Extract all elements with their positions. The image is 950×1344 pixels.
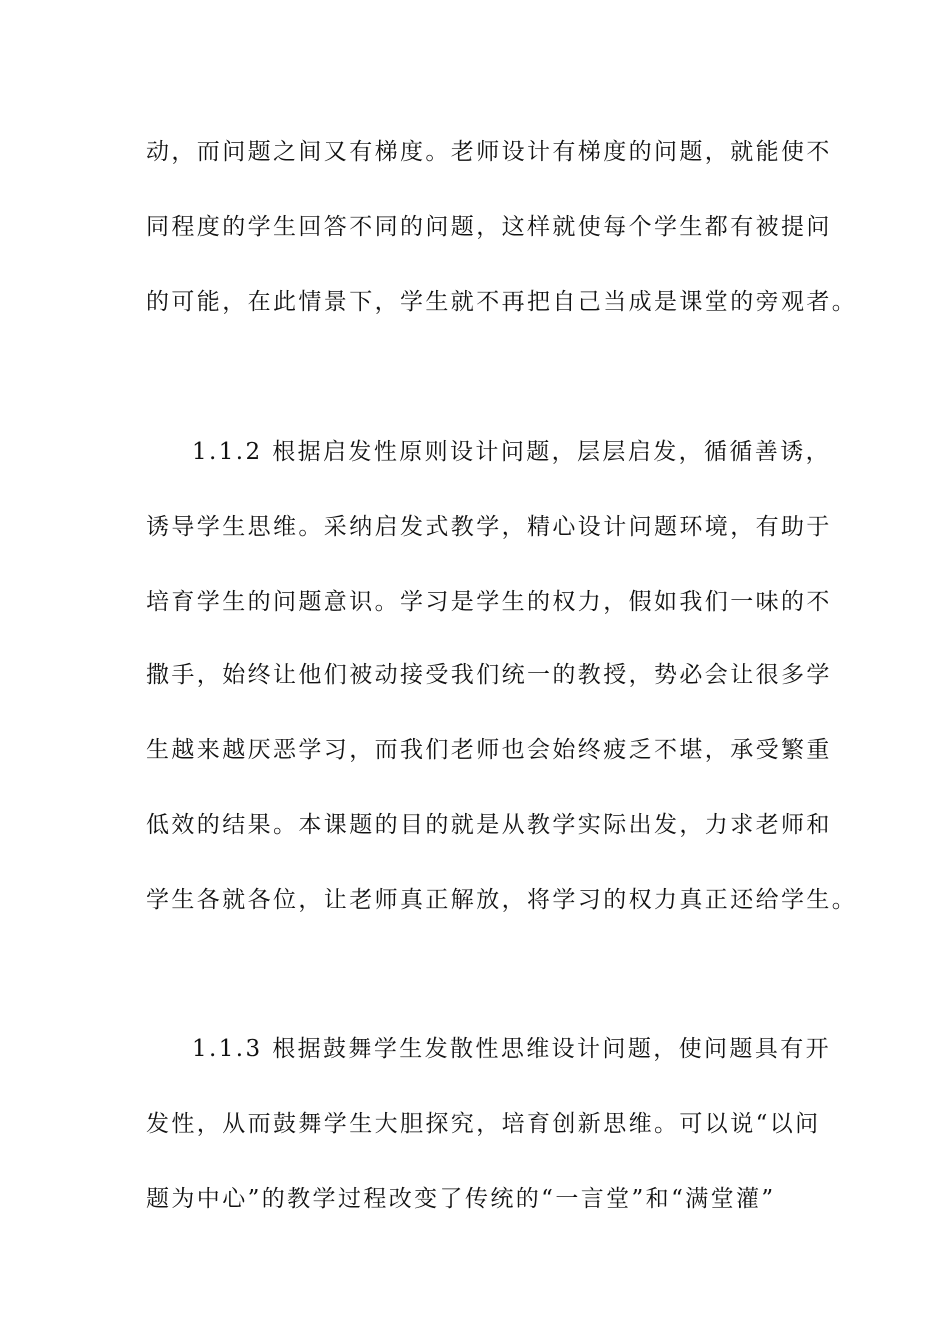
paragraph-1-line-3: 的可能，在此情景下，学生就不再把自己当成是课堂的旁观者。 xyxy=(146,289,858,315)
paragraph-3-line-1: 1.1.3 根据鼓舞学生发散性思维设计问题，使问题具有开 xyxy=(192,1036,832,1062)
paragraph-2-line-1: 1.1.2 根据启发性原则设计问题，层层启发，循循善诱， xyxy=(192,439,832,465)
paragraph-2-line-7: 学生各就各位，让老师真正解放，将学习的权力真正还给学生。 xyxy=(146,887,858,913)
paragraph-1-line-2: 同程度的学生回答不同的问题，这样就使每个学生都有被提问 xyxy=(146,214,832,240)
paragraph-2-line-4: 撒手，始终让他们被动接受我们统一的教授，势必会让很多学 xyxy=(146,662,832,688)
paragraph-2-line-5: 生越来越厌恶学习，而我们老师也会始终疲乏不堪，承受繁重 xyxy=(146,737,832,763)
paragraph-2-line-3: 培育学生的问题意识。学习是学生的权力，假如我们一味的不 xyxy=(146,589,832,615)
paragraph-3-line-3: 题为中心”的教学过程改变了传统的“一言堂”和“满堂灌” xyxy=(146,1186,776,1212)
paragraph-2-line-2: 诱导学生思维。采纳启发式教学，精心设计问题环境，有助于 xyxy=(146,514,832,540)
paragraph-3-line-2: 发性，从而鼓舞学生大胆探究，培育创新思维。可以说“以问 xyxy=(146,1111,821,1137)
paragraph-1-line-1: 动，而问题之间又有梯度。老师设计有梯度的问题，就能使不 xyxy=(146,139,832,165)
paragraph-2-line-6: 低效的结果。本课题的目的就是从教学实际出发，力求老师和 xyxy=(146,812,832,838)
